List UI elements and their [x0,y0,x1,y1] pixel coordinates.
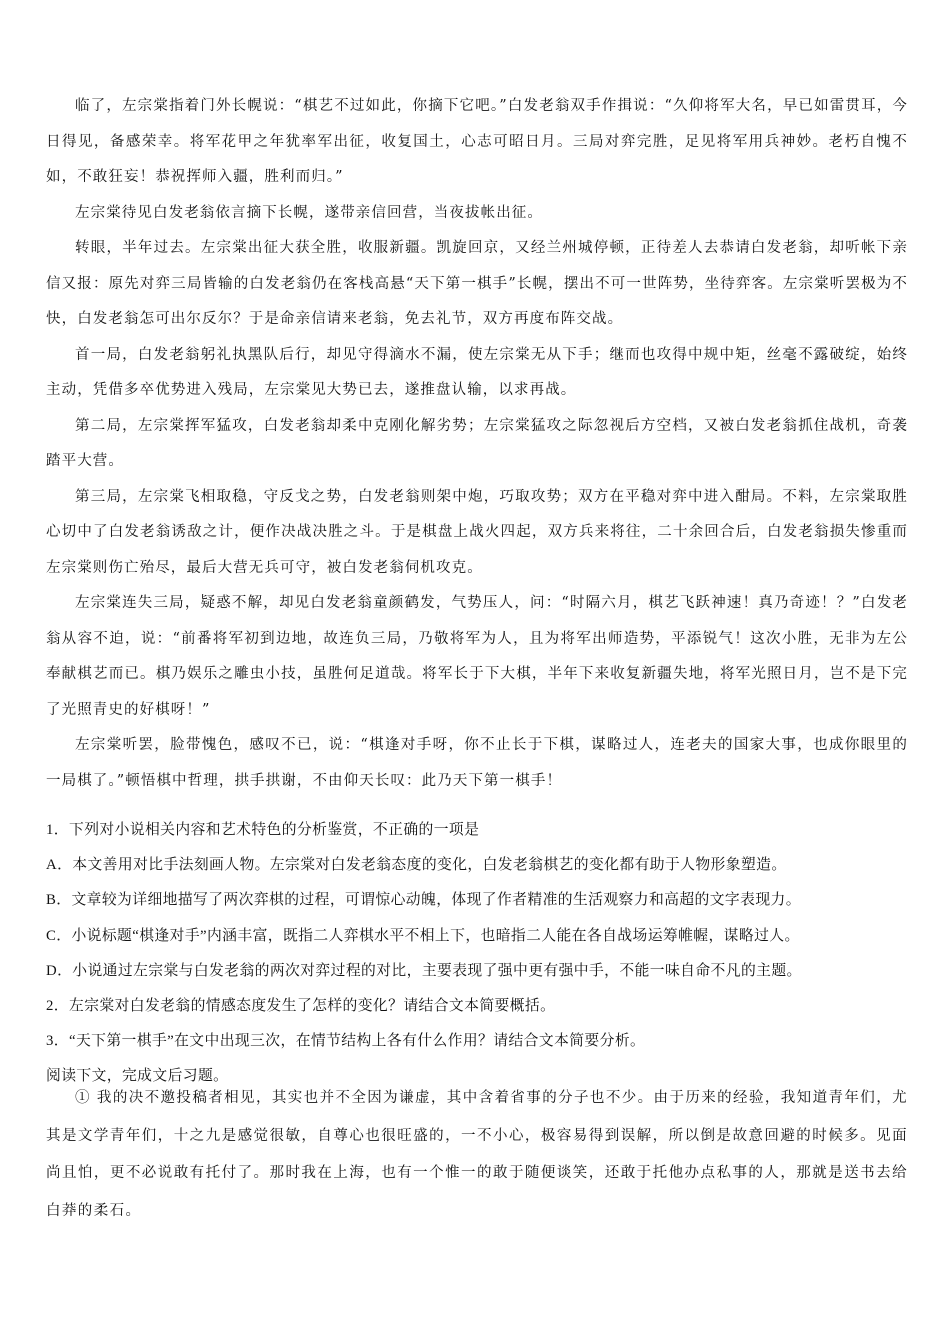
story-paragraph: 左宗棠听罢，脸带愧色，感叹不已，说：“棋逢对手呀，你不止长于下棋，谋略过人，连老夫的国家大事，也成你眼里的一局棋了。”顿悟棋中哲理，拱手拱谢，不由仰天长叹：此乃天下第一棋手！ [46,737,908,789]
story-paragraph: 首一局，白发老翁躬礼执黑队后行，却见守得滴水不漏，使左宗棠无从下手；继而也攻得中规中矩，丝毫不露破绽，始终主动，凭借多卒优势进入残局，左宗棠见大势已去，遂推盘认输，以求再战。 [46,346,908,398]
question-2: 2．左宗棠对白发老翁的情感态度发生了怎样的变化？请结合文本简要概括。 [46,998,556,1015]
story-paragraph: 转眼，半年过去。左宗棠出征大获全胜，收服新疆。凯旋回京，又经兰州城停顿，正待差人去恭请白发老翁，却听帐下亲信又报：原先对弈三局皆输的白发老翁仍在客栈高悬“天下第一棋手”长幌，摆出不可一世阵势，坐待弈客。左宗棠听罢极为不快，白发老翁怎可出尔反尔？于是命亲信请来老翁，免去礼节，双方再度布阵交战。 [46,240,908,327]
question-1-option-c: C．小说标题“棋逢对手”内涵丰富，既指二人弈棋水平不相上下，也暗指二人能在各自战场运筹帷幄，谋略过人。 [46,927,800,944]
story-paragraph: 左宗棠待见白发老翁依言摘下长幌，遂带亲信回营，当夜拔帐出征。 [75,204,543,221]
question-1-stem: 1．下列对小说相关内容和艺术特色的分析鉴赏，不正确的一项是 [46,822,480,838]
second-passage [46,1080,908,1230]
question-1-option-d: D．小说通过左宗棠与白发老翁的两次对弈过程的对比，主要表现了强中更有强中手，不能一味自命不凡的主题。 [46,962,802,979]
question-section [46,813,916,1095]
story-paragraph: 第二局，左宗棠挥军猛攻，白发老翁却柔中克刚化解劣势；左宗棠猛攻之际忽视后方空档，又被白发老翁抓住战机，奇袭踏平大营。 [46,417,908,469]
question-3: 3．“天下第一棋手”在文中出现三次，在情节结构上各有什么作用？请结合文本简要分析。 [46,1033,646,1050]
story-paragraph: 临了，左宗棠指着门外长幌说：“棋艺不过如此，你摘下它吧。”白发老翁双手作揖说：“久仰将军大名，早已如雷贯耳，今日得见，备感荣幸。将军花甲之年犹率军出征，收复国土，心志可昭日月。三局对弈完胜，足见将军用兵神妙。老朽自愧不如，不敢狂妄！恭祝挥师入疆，胜利而归。” [46,98,908,185]
next-section-instruction: 阅读下文，完成文后习题。 [46,1068,229,1085]
question-1-option-a: A．本文善用对比手法刻画人物。左宗棠对白发老翁态度的变化，白发老翁棋艺的变化都有助于人物形象塑造。 [46,857,787,874]
second-passage-paragraph: ① 我的决不邀投稿者相见，其实也并不全因为谦虚，其中含着省事的分子也不少。由于历来的经验，我知道青年们，尤其是文学青年们，十之九是感觉很敏，自尊心也很旺盛的，一不小心，极容易得到误解，所以倒是故意回避的时候多。见面尚且怕，更不必说敢有托付了。那时我在上海，也有一个惟一的敢于随便谈笑，还敢于托他办点私事的人，那就是送书去给白莽的柔石。 [46,1090,908,1219]
story-paragraph: 第三局，左宗棠飞相取稳，守反戈之势，白发老翁则架中炮，巧取攻势；双方在平稳对弈中进入酣局。不料，左宗棠取胜心切中了白发老翁诱敌之计，便作决战决胜之斗。于是棋盘上战火四起，双方兵来将往，二十余回合后，白发老翁损失惨重而左宗棠则伤亡殆尽，最后大营无兵可守，被白发老翁伺机攻克。 [46,488,908,576]
story-passage [46,89,908,799]
question-1-option-b: B．文章较为详细地描写了两次弈棋的过程，可谓惊心动魄，体现了作者精准的生活观察力和高超的文字表现力。 [46,892,801,909]
story-paragraph: 左宗棠连失三局，疑惑不解，却见白发老翁童颜鹤发，气势压人，问：“时隔六月，棋艺飞跃神速！真乃奇迹！？”白发老翁从容不迫，说：“前番将军初到边地，故连负三局，乃敬将军为人，且为将军出师造势，平添锐气！这次小胜，无非为左公奉献棋艺而已。棋乃娱乐之雕虫小技，虽胜何足道哉。将军长于下大棋，半年下来收复新疆失地，将军光照日月，岂不是下完了光照青史的好棋呀！” [46,595,908,718]
